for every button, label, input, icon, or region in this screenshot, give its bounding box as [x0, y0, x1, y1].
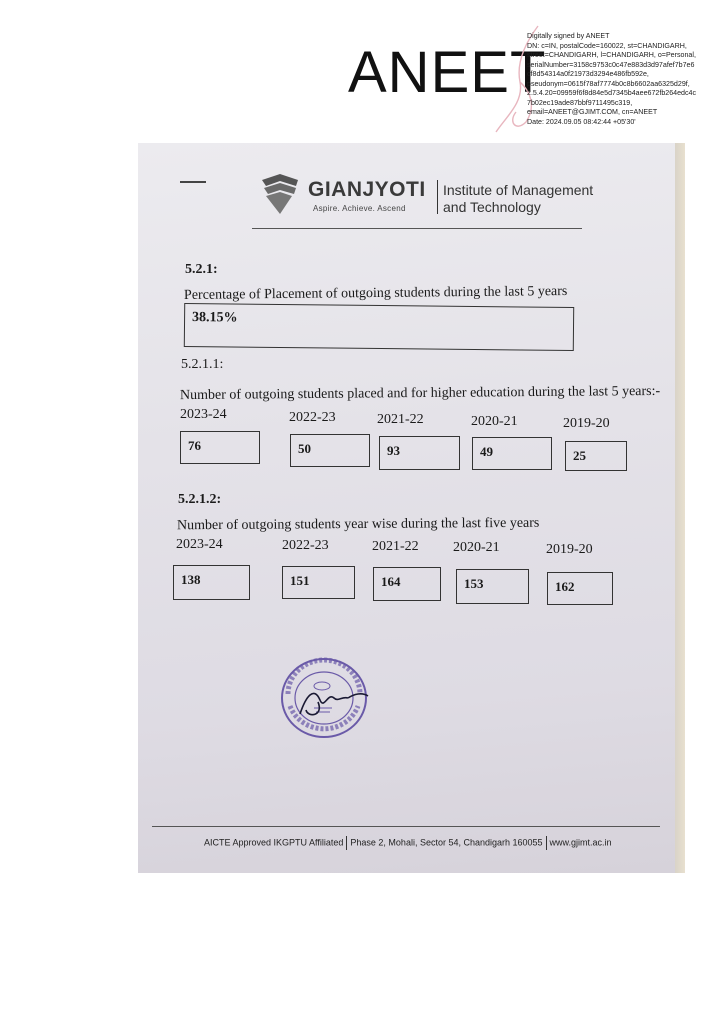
- section-heading-5212: 5.2.1.2:: [178, 492, 222, 507]
- footer: [204, 836, 612, 850]
- value-box: [173, 565, 250, 600]
- section-heading-521: 5.2.1:: [185, 262, 218, 277]
- document-photo: [138, 143, 685, 873]
- signature-line: serialNumber=3158c9753c0c47e883d3d97afef7b7e6: [527, 60, 695, 69]
- value-text: 50: [298, 441, 311, 456]
- footer-separator: [346, 836, 347, 850]
- value-text: 151: [290, 573, 310, 588]
- signature-line: pseudonym=0615f78af7774b0c8b6602aa6325d29f,: [527, 79, 690, 88]
- signature-details: [527, 32, 717, 127]
- section-heading-5211: 5.2.1.1:: [181, 357, 224, 372]
- value-text: 93: [387, 443, 400, 458]
- value-text: 76: [188, 438, 201, 453]
- year-label: 2020-21: [453, 540, 500, 555]
- header-divider: [437, 180, 438, 214]
- footer-separator: [546, 836, 547, 850]
- year-label: 2019-20: [546, 542, 593, 557]
- value-text: 25: [573, 448, 586, 463]
- year-label: 2023-24: [176, 537, 223, 552]
- placement-percentage-box: [184, 303, 574, 351]
- value-box: [290, 434, 370, 467]
- section-description-5211: Number of outgoing students placed and for higher education during the last 5 years:-: [179, 383, 661, 404]
- value-box: [456, 569, 529, 604]
- margin-dash: [180, 181, 206, 183]
- footer-affiliation: AICTE Approved IKGPTU Affiliated: [204, 837, 344, 848]
- footer-address: Phase 2, Mohali, Sector 54, Chandigarh 160055: [350, 837, 543, 848]
- signature-line: Digitally signed by ANEET: [527, 32, 610, 40]
- signature-line: street=CHANDIGARH, l=CHANDIGARH, o=Personal,: [527, 51, 696, 59]
- placement-percentage-value: 38.15%: [192, 310, 238, 326]
- footer-rule: [152, 826, 660, 827]
- signature-line: 7b02ec19ade87bbf9711495c319,: [527, 98, 633, 107]
- value-text: 49: [480, 444, 493, 459]
- value-box: [565, 441, 627, 471]
- footer-website: www.gjimt.ac.in: [549, 837, 612, 848]
- gianjyoti-logo-icon: [256, 170, 304, 218]
- signature-line: email=ANEET@GJIMT.COM, cn=ANEET: [527, 108, 658, 116]
- signer-name: ANEET: [348, 40, 547, 105]
- signature-line: 2.5.4.20=09959f6f8d84e5d7345b4aee672fb264edc4c: [527, 89, 697, 97]
- value-text: 138: [181, 572, 201, 587]
- value-box: [373, 567, 441, 601]
- institute-name-line1: Institute of Management: [443, 182, 594, 198]
- value-text: 153: [464, 576, 484, 591]
- year-label: 2019-20: [563, 416, 610, 431]
- value-box: [180, 431, 260, 464]
- value-box: [472, 437, 552, 470]
- value-box: [379, 436, 460, 470]
- institute-name-line2: and Technology: [443, 199, 541, 215]
- signature-line: DN: c=IN, postalCode=160022, st=CHANDIGARH,: [527, 41, 687, 50]
- header-rule: [252, 228, 582, 229]
- year-label: 2021-22: [377, 412, 424, 427]
- paper-edge: [675, 143, 685, 873]
- institute-seal-icon: [278, 656, 370, 740]
- logo-tagline: Aspire. Achieve. Ascend: [313, 204, 406, 213]
- value-box: [282, 566, 355, 599]
- value-text: 164: [381, 574, 401, 589]
- section-description-5212: Number of outgoing students year wise during the last five years: [176, 515, 540, 534]
- year-label: 2022-23: [282, 538, 329, 553]
- year-label: 2023-24: [180, 407, 227, 422]
- year-label: 2022-23: [289, 410, 336, 425]
- value-text: 162: [555, 579, 575, 594]
- logo-name: GIANJYOTI: [308, 178, 426, 201]
- signature-line: cf8d54314a0f21973d3294e486fb592e,: [527, 70, 649, 78]
- year-label: 2020-21: [471, 414, 518, 429]
- signature-line: Date: 2024.09.05 08:42:44 +05'30': [527, 117, 636, 126]
- section-description-521: Percentage of Placement of outgoing students during the last 5 years: [183, 283, 568, 304]
- value-box: [547, 572, 613, 605]
- year-label: 2021-22: [372, 539, 419, 554]
